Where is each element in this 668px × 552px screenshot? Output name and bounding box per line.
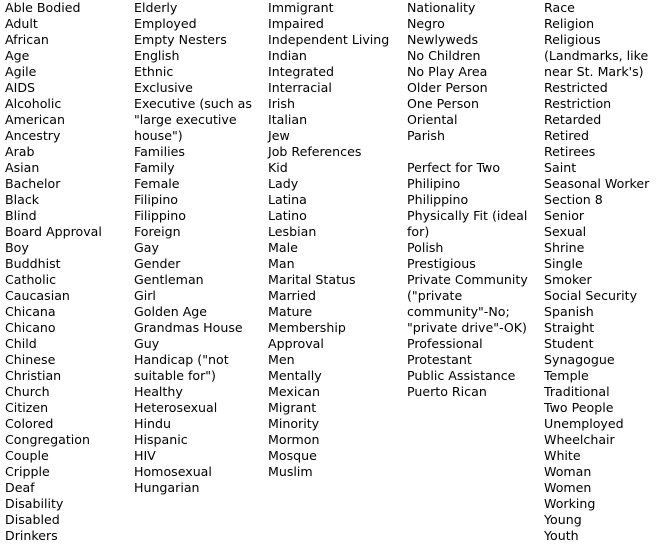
list-item: White <box>544 448 581 463</box>
list-item: Hindu <box>134 416 171 431</box>
list-item: Newlyweds <box>407 32 479 47</box>
list-item: Guy <box>134 336 160 351</box>
list-item: Minority <box>268 416 320 431</box>
list-item: Bachelor <box>5 176 61 191</box>
list-item: Nationality <box>407 0 476 15</box>
list-item: American <box>5 112 65 127</box>
list-item: Congregation <box>5 432 90 447</box>
list-item: No Children <box>407 48 481 63</box>
list-item: Black <box>5 192 40 207</box>
list-item: (Landmarks, like near St. Mark's) <box>544 48 649 79</box>
list-item: Female <box>134 176 180 191</box>
list-item: AIDS <box>5 80 36 95</box>
list-item: Indian <box>268 48 307 63</box>
list-spacer <box>407 144 539 160</box>
list-item: Marital Status <box>268 272 356 287</box>
word-list <box>5 0 127 544</box>
list-item: Male <box>268 240 298 255</box>
list-item: Parish <box>407 128 445 143</box>
list-item: Lady <box>268 176 299 191</box>
list-item: Retirees <box>544 144 596 159</box>
word-column-2 <box>134 0 262 496</box>
list-item: Unemployed <box>544 416 624 431</box>
list-item: Handicap ("not suitable for") <box>134 352 229 383</box>
word-column-4 <box>407 0 539 400</box>
word-column-5 <box>544 0 668 544</box>
list-item: Girl <box>134 288 156 303</box>
list-item: Perfect for Two <box>407 160 501 175</box>
list-item: Immigrant <box>268 0 334 15</box>
list-item: Mormon <box>268 432 320 447</box>
list-item: Polish <box>407 240 444 255</box>
list-item: Child <box>5 336 37 351</box>
list-item: One Person <box>407 96 479 111</box>
list-item: Smoker <box>544 272 592 287</box>
list-item: Job References <box>268 144 362 159</box>
list-item: Single <box>544 256 583 271</box>
word-column-3 <box>268 0 400 480</box>
list-item: Boy <box>5 240 29 255</box>
list-item: Seasonal Worker <box>544 176 650 191</box>
list-item: Age <box>5 48 30 63</box>
list-item: Mexican <box>268 384 320 399</box>
list-item: Religious <box>544 32 601 47</box>
list-item: Men <box>268 352 295 367</box>
list-item: Italian <box>268 112 308 127</box>
list-item: Hungarian <box>134 480 200 495</box>
list-item: Gentleman <box>134 272 204 287</box>
list-item: Women <box>544 480 592 495</box>
list-item: Alcoholic <box>5 96 62 111</box>
list-item: Man <box>268 256 295 271</box>
list-item: Wheelchair <box>544 432 615 447</box>
list-item: Executive (such as "large executive house") <box>134 96 252 143</box>
list-item: Empty Nesters <box>134 32 227 47</box>
list-item: Couple <box>5 448 49 463</box>
list-item: Gay <box>134 240 159 255</box>
list-item: Protestant <box>407 352 472 367</box>
list-item: Christian <box>5 368 62 383</box>
list-item: Working <box>544 496 596 511</box>
list-item: Negro <box>407 16 445 31</box>
list-item: Able Bodied <box>5 0 81 15</box>
list-item: Board Approval <box>5 224 102 239</box>
list-item: Disabled <box>5 512 60 527</box>
list-item: Agile <box>5 64 37 79</box>
list-item: Youth <box>544 528 579 543</box>
list-item: Philipino <box>407 176 461 191</box>
list-item: Section 8 <box>544 192 603 207</box>
list-item: Private Community <box>407 272 528 287</box>
list-item: Arab <box>5 144 35 159</box>
list-item: English <box>134 48 180 63</box>
list-item: Chinese <box>5 352 56 367</box>
list-item: Heterosexual <box>134 400 218 415</box>
list-item: Mentally <box>268 368 322 383</box>
list-item: Married <box>268 288 316 303</box>
list-item: Synagogue <box>544 352 615 367</box>
list-item: Foreign <box>134 224 181 239</box>
list-item: Ethnic <box>134 64 174 79</box>
list-item: Restricted <box>544 80 608 95</box>
list-item: Restriction <box>544 96 612 111</box>
list-item: Older Person <box>407 80 488 95</box>
list-item: Chicano <box>5 320 56 335</box>
list-item: Deaf <box>5 480 35 495</box>
list-item: Church <box>5 384 50 399</box>
list-item: No Play Area <box>407 64 488 79</box>
list-item: Lesbian <box>268 224 317 239</box>
list-item: Shrine <box>544 240 585 255</box>
word-list <box>407 0 539 400</box>
list-item: Muslim <box>268 464 313 479</box>
list-item: Jew <box>268 128 290 143</box>
list-item: Latino <box>268 208 307 223</box>
list-item: Race <box>544 0 575 15</box>
list-item: Blind <box>5 208 37 223</box>
list-item: Colored <box>5 416 54 431</box>
list-item: Membership <box>268 320 346 335</box>
list-item: Healthy <box>134 384 183 399</box>
list-item: Oriental <box>407 112 458 127</box>
list-item: Citizen <box>5 400 49 415</box>
list-item: Interracial <box>268 80 332 95</box>
list-item: Elderly <box>134 0 178 15</box>
list-item: Exclusive <box>134 80 193 95</box>
list-item: Student <box>544 336 594 351</box>
list-item: Approval <box>268 336 324 351</box>
list-item: Adult <box>5 16 38 31</box>
list-item: Drinkers <box>5 528 58 543</box>
list-item: Ancestry <box>5 128 61 143</box>
list-item: Professional <box>407 336 483 351</box>
list-item: Young <box>544 512 582 527</box>
list-item: Grandmas House <box>134 320 243 335</box>
word-column-1 <box>5 0 127 544</box>
list-item: Social Security <box>544 288 638 303</box>
list-item: Mosque <box>268 448 317 463</box>
list-item: Physically Fit (ideal for) <box>407 208 528 239</box>
list-item: Impaired <box>268 16 324 31</box>
list-item: Employed <box>134 16 197 31</box>
list-item: Retarded <box>544 112 602 127</box>
list-item: Integrated <box>268 64 334 79</box>
list-item: Golden Age <box>134 304 208 319</box>
list-item: Filipino <box>134 192 179 207</box>
list-item: Mature <box>268 304 313 319</box>
list-item: Retired <box>544 128 590 143</box>
list-item: Hispanic <box>134 432 188 447</box>
list-item: Filippino <box>134 208 186 223</box>
list-item: Homosexual <box>134 464 212 479</box>
list-item: Sexual <box>544 224 587 239</box>
list-item: Spanish <box>544 304 594 319</box>
list-item: Asian <box>5 160 40 175</box>
list-item: Latina <box>268 192 307 207</box>
list-item: Two People <box>544 400 614 415</box>
list-item: Catholic <box>5 272 57 287</box>
list-item: Cripple <box>5 464 50 479</box>
list-item: Saint <box>544 160 577 175</box>
list-item: Straight <box>544 320 595 335</box>
list-item: Migrant <box>268 400 317 415</box>
list-item: HIV <box>134 448 156 463</box>
list-item: Senior <box>544 208 585 223</box>
list-item: Religion <box>544 16 595 31</box>
list-item: Public Assistance <box>407 368 516 383</box>
list-item: Puerto Rican <box>407 384 487 399</box>
word-list <box>134 0 262 496</box>
list-item: ("private community"-No; "private drive"-OK) <box>407 288 527 335</box>
list-item: Prestigious <box>407 256 476 271</box>
list-item: Temple <box>544 368 589 383</box>
list-item: Gender <box>134 256 181 271</box>
list-item: Irish <box>268 96 295 111</box>
list-item: Families <box>134 144 185 159</box>
list-item: Chicana <box>5 304 56 319</box>
list-item: Disability <box>5 496 64 511</box>
list-item: Caucasian <box>5 288 70 303</box>
list-item: Woman <box>544 464 592 479</box>
list-item: Traditional <box>544 384 610 399</box>
list-item: African <box>5 32 49 47</box>
list-item: Buddhist <box>5 256 61 271</box>
list-item: Kid <box>268 160 288 175</box>
list-item: Philippino <box>407 192 469 207</box>
list-item: Family <box>134 160 175 175</box>
list-item: Independent Living <box>268 32 390 47</box>
word-list <box>544 0 668 544</box>
word-list <box>268 0 400 480</box>
